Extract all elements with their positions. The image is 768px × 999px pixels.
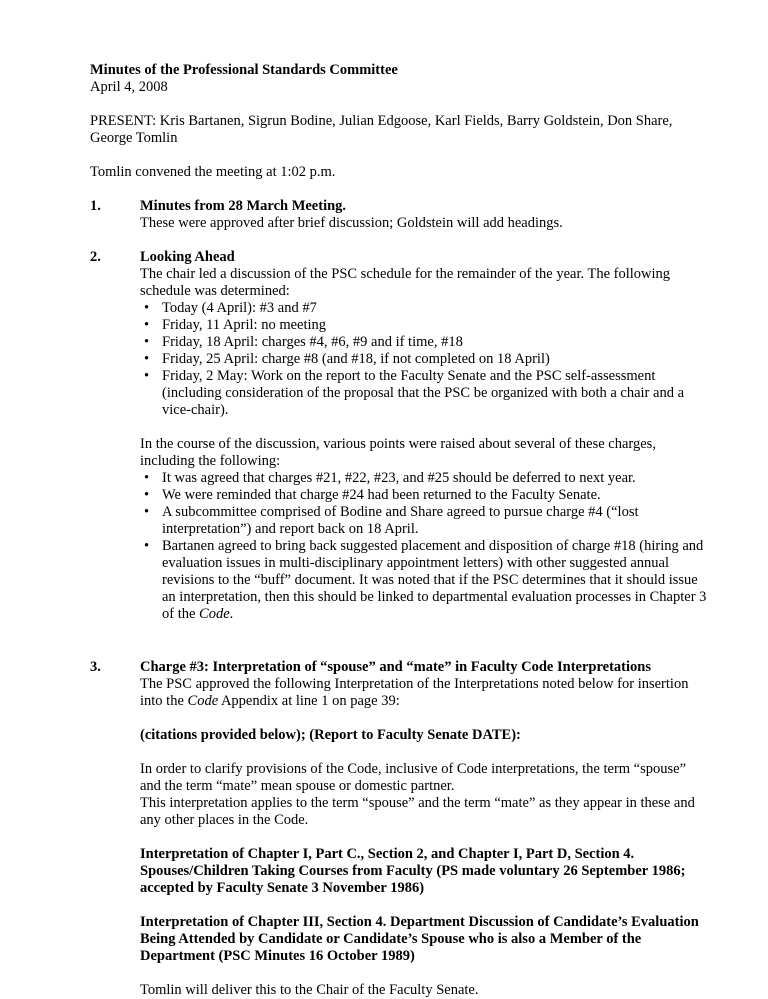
list-item: • Bartanen agreed to bring back suggested placement and disposition of charge #18 (hiring and evaluation issues in multi-disciplinary appointment letters) with other suggested annual revisions to the “buff” document. It was noted that if the PSC determines that it should issue an interpretation, then this should be linked to departmental evaluation processes in Chapter 3 of the Code. (144, 538, 707, 622)
document-title: Minutes of the Professional Standards Committee (90, 62, 398, 78)
interpretation-1: Interpretation of Chapter I, Part C., Section 2, and Chapter I, Part D, Section 4. Spouses/Children Taking Courses from Faculty (PS made voluntary 26 September 1986; accepted by Faculty Senate 3 November 1986) (140, 846, 686, 896)
item-text: These were approved after brief discussion; Goldstein will add headings. (140, 215, 563, 231)
item-number: 3. (90, 659, 101, 675)
list-item: • Friday, 25 April: charge #8 (and #18, if not completed on 18 April) (144, 351, 550, 367)
bullet-icon: • (144, 351, 150, 367)
bullet-icon: • (144, 538, 150, 554)
applies-text: This interpretation applies to the term “spouse” and the term “mate” as they appear in these and any other places in the Code. (140, 795, 695, 828)
item-number: 1. (90, 198, 101, 214)
citations-line: (citations provided below); (Report to Faculty Senate DATE): (140, 727, 521, 743)
list-item: • Friday, 2 May: Work on the report to the Faculty Senate and the PSC self-assessment (including consideration of the proposal that the PSC be organized with both a chair and a vice-chair). (144, 368, 685, 418)
discussion-points-list (140, 470, 710, 623)
item-heading: Looking Ahead (140, 249, 235, 265)
delivery-note: Tomlin will deliver this to the Chair of the Faculty Senate. (140, 982, 479, 998)
item-heading: Charge #3: Interpretation of “spouse” and “mate” in Faculty Code Interpretations (140, 659, 651, 675)
interpretation-2: Interpretation of Chapter III, Section 4. Department Discussion of Candidate’s Evaluation Being Attended by Candidate or Candidate’s Spouse who is also a Member of the Department (PSC Minutes 16 October 1989) (140, 914, 699, 964)
list-item: • Friday, 11 April: no meeting (144, 317, 327, 333)
list-item: • Today (4 April): #3 and #7 (144, 300, 317, 316)
list-item: • A subcommittee comprised of Bodine and Share agreed to pursue charge #4 (“lost interpretation”) and report back on 18 April. (144, 504, 639, 537)
discussion-intro: In the course of the discussion, various points were raised about several of these charges, including the following: (140, 436, 656, 469)
schedule-intro: The chair led a discussion of the PSC schedule for the remainder of the year. The following schedule was determined: (140, 266, 671, 299)
bullet-icon: • (144, 300, 150, 316)
item-number: 2. (90, 249, 101, 265)
bullet-icon: • (144, 470, 150, 486)
bullet-icon: • (144, 334, 150, 350)
bullet-icon: • (144, 317, 150, 333)
approval-text: The PSC approved the following Interpretation of the Interpretations noted below for insertion into the Code Appendix at line 1 on page 39: (140, 676, 689, 709)
code-reference: Code (199, 606, 230, 622)
bullet-icon: • (144, 487, 150, 503)
schedule-list (140, 300, 710, 419)
code-reference: Code (187, 693, 219, 709)
bullet-icon: • (144, 368, 150, 384)
list-item: • We were reminded that charge #24 had been returned to the Faculty Senate. (144, 487, 601, 503)
clarify-text: In order to clarify provisions of the Code, inclusive of Code interpretations, the term “spouse” and the term “mate” mean spouse or domestic partner. (140, 761, 687, 794)
convened-paragraph: Tomlin convened the meeting at 1:02 p.m. (90, 164, 336, 180)
bullet-icon: • (144, 504, 150, 520)
document-header (90, 62, 690, 96)
meeting-date: April 4, 2008 (90, 79, 168, 95)
item-heading: Minutes from 28 March Meeting. (140, 198, 347, 214)
list-item: • Friday, 18 April: charges #4, #6, #9 and if time, #18 (144, 334, 463, 350)
attendees-paragraph: PRESENT: Kris Bartanen, Sigrun Bodine, Julian Edgoose, Karl Fields, Barry Goldstein, Don Share, George Tomlin (90, 113, 673, 146)
list-item: • It was agreed that charges #21, #22, #23, and #25 should be deferred to next year. (144, 470, 636, 486)
